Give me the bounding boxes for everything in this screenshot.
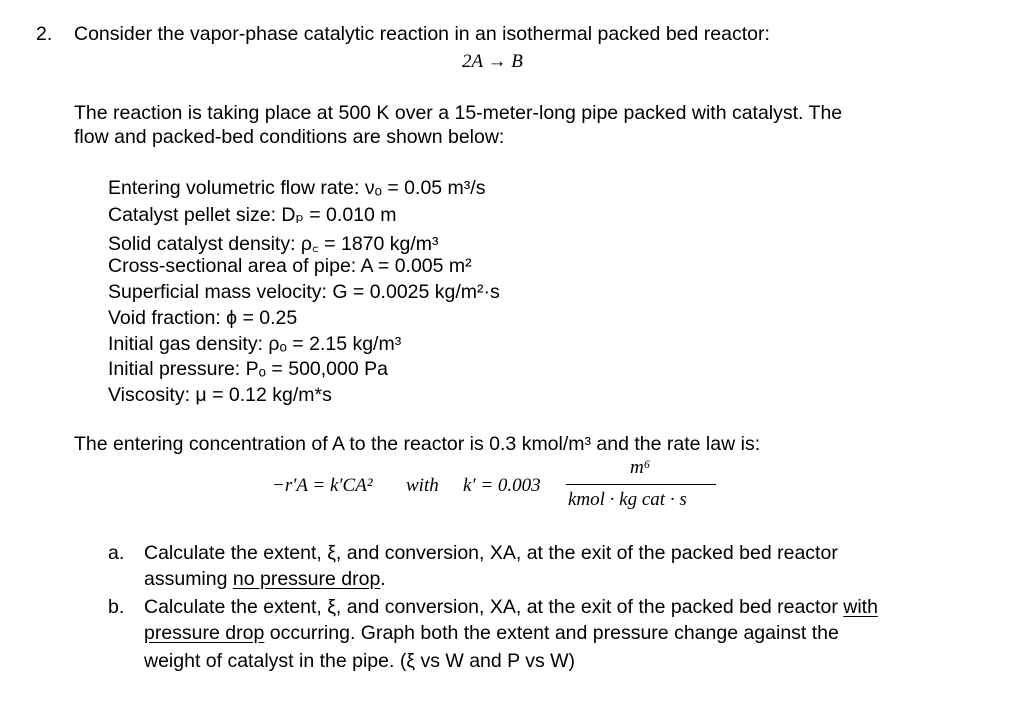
part-a-label: a. [108, 542, 125, 564]
condition-pellet-size: Catalyst pellet size: Dₚ = 0.010 m [108, 204, 397, 226]
rate-law-with: with [406, 475, 439, 496]
rate-law-intro: The entering concentration of A to the reactor is 0.3 kmol/m³ and the rate law is: [74, 433, 761, 455]
plain-text: Calculate the extent, ξ, and conversion, XA, at the exit of the packed bed reactor [144, 596, 844, 618]
rate-law-lhs: −r′A = k′CA² [272, 475, 373, 496]
part-a-text: Calculate the extent, ξ, and conversion, XA, at the exit of the packed bed reactor [144, 542, 838, 564]
condition-cross-section: Cross-sectional area of pipe: A = 0.005 m² [108, 255, 472, 277]
rate-constant: k′ = 0.003 [463, 475, 541, 496]
reaction-equation: 2A → B [462, 51, 523, 72]
condition-flow-rate: Entering volumetric flow rate: νₒ = 0.05 m³/s [108, 177, 486, 199]
condition-void-fraction: Void fraction: ϕ = 0.25 [108, 307, 298, 329]
underlined-phrase: no pressure drop [232, 568, 381, 590]
paragraph-line: The reaction is taking place at 500 K over a 15-meter-long pipe packed with catalyst. The [74, 102, 843, 124]
condition-mass-velocity: Superficial mass velocity: G = 0.0025 kg/m²·s [108, 281, 500, 303]
underlined-phrase: pressure drop [144, 622, 265, 644]
part-b-text [144, 622, 839, 645]
rate-constant-units-numerator: m⁶ [630, 457, 651, 478]
part-b-label: b. [108, 596, 125, 618]
part-b-text: weight of catalyst in the pipe. (ξ vs W and P vs W) [144, 650, 576, 672]
plain-text: occurring. Graph both the extent and pressure change against the [264, 622, 839, 644]
plain-text: . [380, 568, 386, 590]
condition-viscosity: Viscosity: μ = 0.12 kg/m*s [108, 384, 332, 406]
part-a-text [144, 568, 386, 591]
underlined-phrase: with [843, 596, 878, 618]
plain-text: assuming [144, 568, 233, 590]
rate-constant-units-denominator: kmol · kg cat · s [568, 489, 687, 510]
condition-catalyst-density: Solid catalyst density: ρ꜀ = 1870 kg/m³ [108, 233, 439, 255]
condition-initial-pressure: Initial pressure: Pₒ = 500,000 Pa [108, 358, 388, 380]
fraction-bar [566, 484, 716, 485]
problem-number: 2. [36, 23, 53, 45]
part-b-text [144, 596, 878, 619]
paragraph-line: flow and packed-bed conditions are shown below: [74, 126, 505, 148]
problem-intro: Consider the vapor-phase catalytic reaction in an isothermal packed bed reactor: [74, 23, 770, 45]
condition-gas-density: Initial gas density: ρₒ = 2.15 kg/m³ [108, 333, 402, 355]
